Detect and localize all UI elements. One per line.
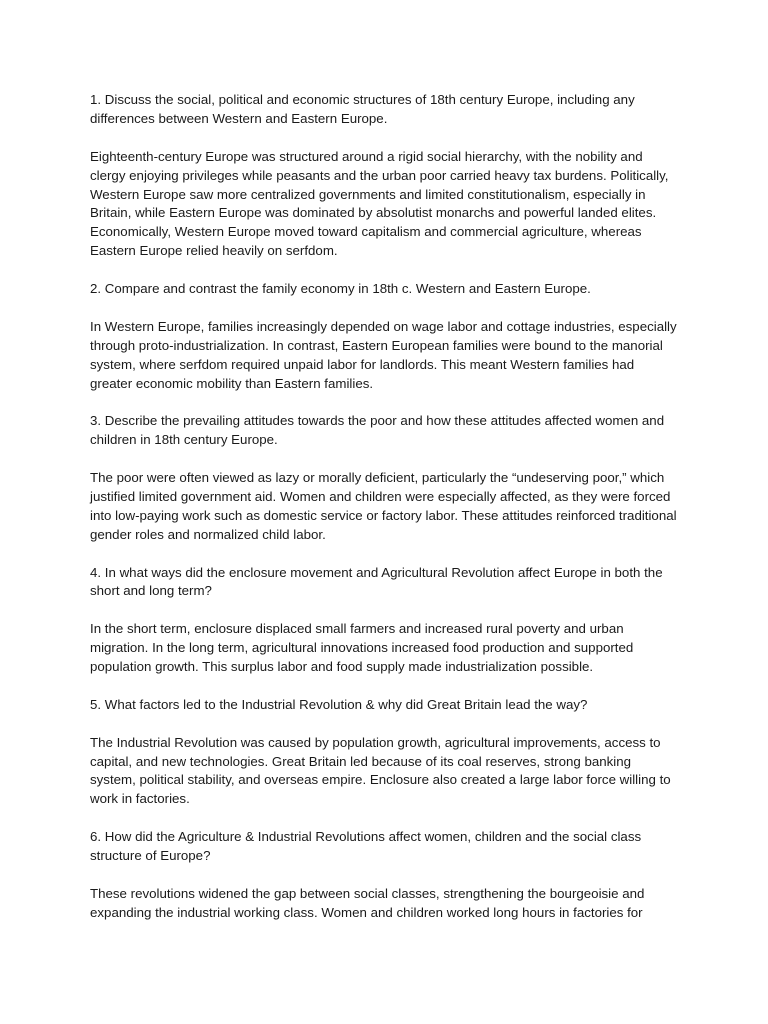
question-5: 5. What factors led to the Industrial Revolution & why did Great Britain lead the way? (90, 696, 588, 712)
answer-5: The Industrial Revolution was caused by population growth, agricultural improvements, access to capital, and new technologies. Great Britain led because of its coal reserves, strong banking system, political stability, and overseas empire. Enclosure also created a large labor force willing to work in factories. (90, 734, 671, 807)
answer-6: These revolutions widened the gap between social classes, strengthening the bourgeoisie and expanding the industrial working class. Women and children worked long hours in factories for (90, 885, 645, 920)
question-3: 3. Describe the prevailing attitudes towards the poor and how these attitudes affected women and children in 18th century Europe. (90, 413, 665, 448)
answer-1: Eighteenth-century Europe was structured around a rigid social hierarchy, with the nobility and clergy enjoying privileges while peasants and the urban poor carried heavy tax burdens. Politically, Western Europe saw more centralized governments and limited constitutionalism, especially in Britain, while Eastern Europe was dominated by absolutist monarchs and powerful landed elites. Economically, Western Europe moved toward capitalism and commercial agriculture, whereas Eastern Europe relied heavily on serfdom. (90, 148, 669, 259)
question-1: 1. Discuss the social, political and economic structures of 18th century Europe, including any differences between Western and Eastern Europe. (90, 92, 635, 126)
answer-2: In Western Europe, families increasingly depended on wage labor and cottage industries, especially through proto-industrialization. In contrast, Eastern European families were bound to the manorial system, where serfdom required unpaid labor for landlords. This meant Western families had greater economic mobility than Eastern families. (90, 318, 677, 391)
answer-4: In the short term, enclosure displaced small farmers and increased rural poverty and urban migration. In the long term, agricultural innovations increased food production and supported population growth. This surplus labor and food supply made industrialization possible. (90, 621, 634, 675)
answer-3: The poor were often viewed as lazy or morally deficient, particularly the “undeserving poor,” which justified limited government aid. Women and children were especially affected, as they were forced into low-paying work such as domestic service or factory labor. These attitudes reinforced traditional gender roles and normalized child labor. (90, 470, 677, 542)
question-2: 2. Compare and contrast the family economy in 18th c. Western and Eastern Europe. (90, 281, 591, 297)
question-4: 4. In what ways did the enclosure movement and Agricultural Revolution affect Europe in both the short and long term? (90, 564, 663, 599)
document-page (90, 91, 680, 942)
question-6: 6. How did the Agriculture & Industrial Revolutions affect women, children and the social class structure of Europe? (90, 829, 642, 864)
